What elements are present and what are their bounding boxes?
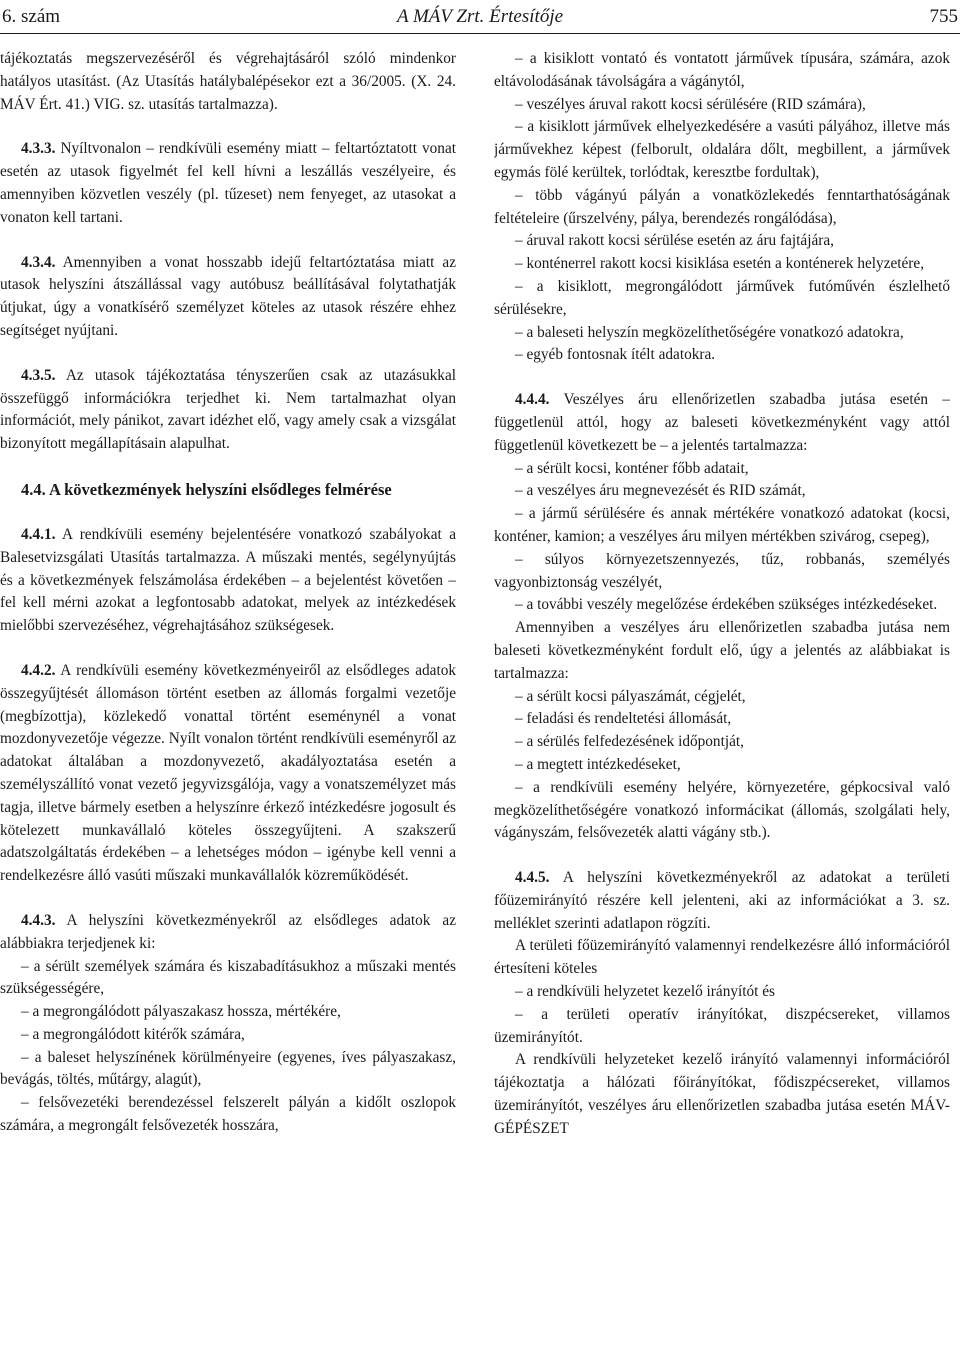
list-item: – feladási és rendeltetési állomását, — [515, 710, 732, 728]
section-number: 4.4.1. — [21, 525, 56, 543]
page-header — [0, 4, 960, 30]
list-item: – a sérült kocsi pályaszámát, cégjelét, — [515, 687, 746, 705]
list-item: – a megrongálódott pályaszakasz hossza, mértékére, — [21, 1003, 341, 1021]
section-number: 4.3.4. — [21, 253, 56, 271]
list-item: – több vágányú pályán a vonatközlekedés fenntarthatóságának feltételeire (űrszelvény, pálya, berendezés rongálódása), — [494, 186, 950, 227]
list-item: – a jármű sérülésére és annak mértékére vonatkozó adatokat (kocsi, konténer, kamion; a veszélyes áru milyen mértékben szivárog, csepeg), — [494, 505, 950, 545]
list-item: – a sérült személyek számára és kiszabadításukhoz a műszaki mentés szükségességére, — [0, 957, 456, 998]
header-rule — [0, 33, 960, 34]
list-item: – konténerrel rakott kocsi kisiklása esetén a konténerek helyzetére, — [515, 255, 925, 273]
section-number: 4.4.3. — [21, 911, 56, 929]
list-item: – a kisiklott, megrongálódott járművek futóművén észlelhető sérülésekre, — [494, 277, 950, 318]
section-4-4-2 — [0, 660, 456, 888]
list-item: – a kisiklott vontató és vontatott járművek típusára, számára, azok eltávolodásának távolságára a vágánytól, — [494, 50, 950, 90]
publication-title: A MÁV Zrt. Értesítője — [396, 6, 564, 27]
list-item: – a kisiklott járművek elhelyezkedésére a vasúti pályához, illetve más járművekhez képest (felborult, oldalára dőlt, megbillent, a járművek egymás fölé kerültek, torlódtak, keresztbe fordultak), — [494, 118, 950, 181]
section-heading-4-4: 4.4. A következmények helyszíni elsődleges felmérése — [21, 479, 392, 499]
paragraph: A területi főüzemirányító valamennyi rendelkezésre álló információról értesíteni köteles — [494, 937, 950, 978]
list-item: – veszélyes áruval rakott kocsi sérülésére (RID számára), — [515, 95, 866, 113]
section-text: A rendkívüli esemény bejelentésére vonatkozó szabályokat a Balesetvizsgálati Utasítás tartalmazza. A műszaki mentés, segélynyújtás és a következmények felszámolása érdekében – a bejelentést követően – fel kell mérni azokat a legfontosabb adatokat, melyek az intézkedések mielőbbi szervezéséhez, végrehajtásához szükségesek. — [0, 525, 456, 635]
paragraph-continued: tájékoztatás megszervezéséről és végrehajtásáról szóló mindenkor hatályos utasítást. (Az Utasítás hatálybalépésekor ezt a 36/2005. (X. 24. MÁV Ért. 41.) VIG. sz. utasítás tartalmazza). — [0, 50, 456, 113]
list-item: – a rendkívüli esemény helyére, környezetére, gépkocsival való megközelíthetőségére vonatkozó informácikat (állomás, szolgálati hely, vágányszám, felsővezeték alatti vágány stb.). — [494, 778, 950, 842]
section-4-4-1 — [0, 524, 456, 638]
list-item: – a baleseti helyszín megközelíthetőségére vonatkozó adatokra, — [515, 323, 904, 341]
section-4-3-4 — [0, 252, 456, 343]
paragraph: A rendkívüli helyzeteket kezelő irányító valamennyi információról tájékoztatja a hálózati főirányítókat, fődiszpécsereket, villamos üzemirányítót, veszélyes áru ellenőrizetlen szabadba jutása esetén MÁV-GÉPÉSZET — [494, 1051, 950, 1137]
section-text: Amennyiben a vonat hosszabb idejű feltartóztatása miatt az utasok helyszíni átszállással vagy autóbusz beállításával folytathatják útjukat, úgy a vonatkísérő személyzet köteles az utasok részére ehhez segítséget nyújtani. — [0, 253, 456, 339]
list-item: – a baleset helyszínének körülményeire (egyenes, íves pályaszakasz, bevágás, töltés, műtárgy, alagút), — [0, 1048, 456, 1089]
list-item: – a további veszély megelőzése érdekében szükséges intézkedéseket. — [515, 596, 938, 614]
section-4-4-4 — [494, 389, 950, 457]
list-item: – áruval rakott kocsi sérülése esetén az áru fajtájára, — [515, 232, 834, 250]
list-item: – a sérülés felfedezésének időpontját, — [515, 733, 744, 751]
section-number: 4.4.5. — [515, 869, 550, 887]
section-4-3-3 — [0, 138, 456, 229]
section-text: A helyszíni következményekről az elsődleges adatok az alábbiakra terjedjenek ki: — [0, 911, 456, 952]
list-item: – a területi operatív irányítókat, diszpécsereket, villamos üzemirányítót. — [494, 1005, 950, 1046]
section-4-3-5 — [0, 365, 456, 456]
left-column — [0, 48, 456, 1364]
section-number: 4.3.3. — [21, 140, 56, 158]
section-text: Az utasok tájékoztatása tényszerűen csak az utazásukkal összefüggő információkra terjedhet ki. Nem tartalmazhat olyan információt, mely pánikot, zavart idézhet elő, vagy amely csak a vizsgálat bizonyított megállapításain alapulhat. — [0, 366, 456, 453]
section-number: 4.4.4. — [515, 391, 550, 409]
list-item: – felsővezetéki berendezéssel felszerelt pályán a kidőlt oszlopok számára, a megrongált felsővezeték hosszára, — [0, 1094, 456, 1135]
section-number: 4.3.5. — [21, 366, 56, 384]
list-item: – a megrongálódott kitérők számára, — [21, 1025, 245, 1043]
paragraph: Amennyiben a veszélyes áru ellenőrizetlen szabadba jutása nem baleseti következményként fordult elő, úgy a jelentés az alábbiakat is tartalmazza: — [494, 619, 950, 682]
list-item: – súlyos környezetszennyezés, tűz, robbanás, személyés vagyonbiztonság veszélyét, — [494, 550, 950, 591]
section-text: A rendkívüli esemény következményeiről az elsődleges adatok összegyűjtését állomáson történt esetben az állomás forgalmi vezetője (megbízottja), közlekedő vonattal történt eseménynél a vonat mozdonyvezetője végezze. Nyílt vonalon történt rendkívüli eseményről az adatokat általában a mozdonyvezető, akadályoztatása esetén a személyszállító vonat vezető jegyvizsgálója, vagy a vonatszemélyzet más tagja, illetve bármely esetben a helyszínre érkező intézkedésre jogosult és kötelezett munkavállaló köteles összegyűjteni. A szakszerű adatszolgáltatás érdekében – a lehetséges módon – igénybe kell venni a rendelkezésre álló vasúti műszaki munkavállalók közreműködését. — [0, 661, 456, 885]
page-number: 755 — [929, 6, 958, 27]
section-text: Nyíltvonalon – rendkívüli esemény miatt – feltartóztatott vonat esetén az utasok figyelmét fel kell hívni a leszállás veszélyeire, és amennyiben közvetlen veszély (pl. tűzeset) nem fenyeget, az utasokat a vonaton kell tartani. — [0, 140, 456, 226]
section-4-4-5 — [494, 867, 950, 935]
issue-number: 6. szám — [2, 6, 61, 27]
section-text: Veszélyes áru ellenőrizetlen szabadba jutása esetén – függetlenül attól, hogy az baleseti következményként vagy attól függetlenül következett be – a jelentés tartalmazza: — [494, 391, 950, 454]
list-item: – a sérült kocsi, konténer főbb adatait, — [515, 459, 749, 477]
list-item: – egyéb fontosnak ítélt adatokra. — [515, 346, 716, 364]
list-item: – a megtett intézkedéseket, — [515, 755, 681, 773]
section-number: 4.4.2. — [21, 661, 56, 679]
right-column — [494, 48, 950, 1364]
section-text: A helyszíni következményekről az adatokat a területi főüzemirányító részére kell jelenteni, aki az információkat a 3. sz. melléklet szerinti adatlapon rögzíti. — [494, 869, 950, 932]
list-item: – a veszélyes áru megnevezését és RID számát, — [515, 482, 806, 500]
list-item: – a rendkívüli helyzetet kezelő irányítót és — [515, 983, 775, 1001]
section-4-4-3 — [0, 910, 456, 956]
